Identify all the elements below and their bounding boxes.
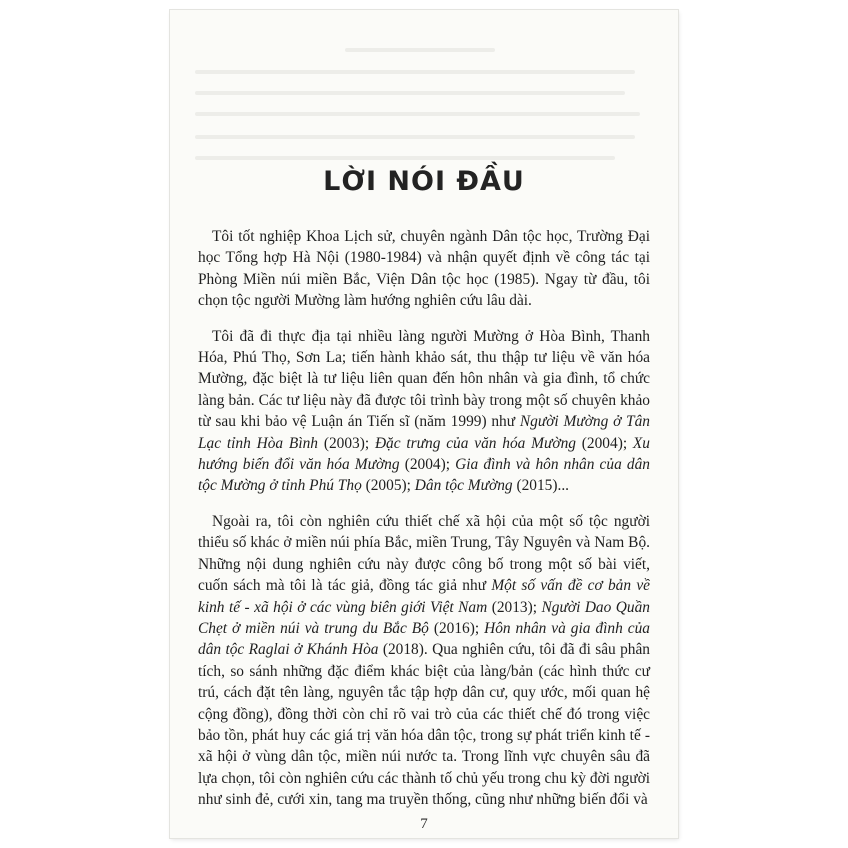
text-run: Tôi đã đi thực địa tại nhiều làng người Mường ở Hòa Bình, Thanh Hóa, Phú Thọ, Sơn La; tiến hành khảo sát, thu thập tư liệu về văn hóa Mường, đặc biệt là tư liệu liên quan đến hôn nhân và gia đình, tổ chức làng bản. Các tư liệu này đã được tôi trình bày trong một số chuyên khảo từ sau khi bảo vệ Luận án Tiến sĩ (năm 1999) như [198, 327, 650, 431]
cited-title: Người Mường ở Tân Lạc tỉnh Hòa Bình [198, 413, 650, 452]
page-title: LỜI NÓI ĐẦU [323, 166, 525, 198]
text-run: (2016); [428, 619, 485, 637]
cited-title: Hôn nhân và gia đình của dân tộc Raglai ở Khánh Hòa [198, 619, 650, 659]
paragraph [198, 226, 650, 312]
paragraph [198, 326, 650, 497]
bleed-through-text [195, 40, 655, 170]
cited-title: Xu hướng biến đổi văn hóa Mường [198, 434, 651, 474]
body-text [198, 226, 650, 825]
text-run: (2004); [575, 434, 633, 452]
cited-title: Đặc trưng của văn hóa Mường [374, 434, 576, 452]
text-run: (2005); [361, 477, 415, 495]
cited-title: Người Dao Quần Chẹt ở miền núi và trung du Bắc Bộ [198, 598, 650, 637]
text-run: (2018). Qua nghiên cứu, tôi đã đi sâu phân tích, so sánh những đặc điểm khác biệt của làng/bản (các hình thức cư trú, cách đặt tên làng, nguyên tắc tập hợp dân cư, quy ước, mối quan hệ cộng đồng), đồng thời còn chỉ rõ vai trò của các thiết chế đó trong việc bảo tồn, phát huy các giá trị văn hóa dân tộc, trong sự phát triển kinh tế - xã hội ở vùng dân tộc, miền núi nước ta. Trong lĩnh vực chuyên sâu đã lựa chọn, tôi còn nghiên cứu các thành tố chủ yếu trong chu kỳ đời người như sinh đẻ, cưới xin, tang ma truyền thống, cũng như những biến đổi và [198, 641, 650, 809]
text-run: Tôi tốt nghiệp Khoa Lịch sử, chuyên ngành Dân tộc học, Trường Đại học Tổng hợp Hà Nội (1980-1984) và nhận quyết định về công tác tại Phòng Miền núi miền Bắc, Viện Dân tộc học (1985). Ngay từ đầu, tôi chọn tộc người Mường làm hướng nghiên cứu lâu dài. [198, 228, 650, 310]
text-run: Ngoài ra, tôi còn nghiên cứu thiết chế xã hội của một số tộc người thiểu số khác ở miền núi phía Bắc, miền Trung, Tây Nguyên và Nam Bộ. Những nội dung nghiên cứu này được công bố trong một số bài viết, cuốn sách mà tôi là tác giả, đồng tác giả như [198, 512, 650, 595]
text-run: (2013); [487, 598, 542, 616]
cited-title: Gia đình và hôn nhân của dân tộc Mường ở tỉnh Phú Thọ [198, 456, 650, 495]
cited-title: Dân tộc Mường [414, 477, 513, 495]
book-page [170, 10, 678, 838]
paragraph [198, 511, 650, 811]
cited-title: Một số vấn đề cơ bản về kinh tế - xã hội ở các vùng biên giới Việt Nam [198, 577, 650, 616]
page-number: 7 [420, 816, 428, 832]
text-run: (2003); [318, 434, 375, 452]
text-run: (2015)... [512, 477, 570, 495]
text-run: (2004); [399, 456, 456, 474]
